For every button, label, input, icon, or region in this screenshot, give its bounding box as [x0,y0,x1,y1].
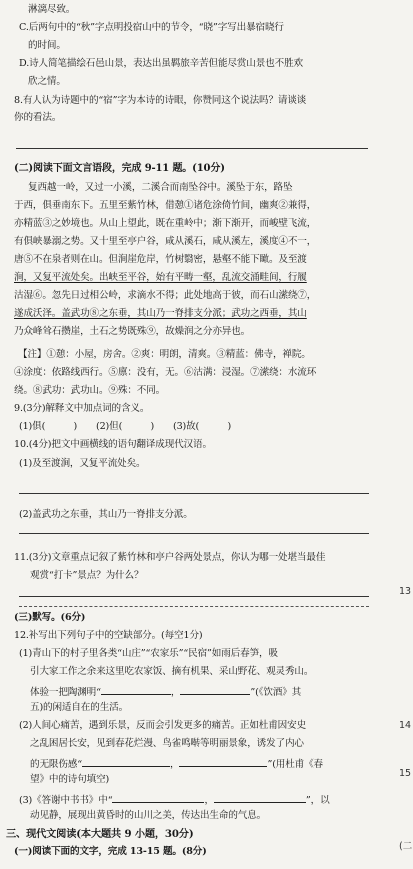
question-12-2-line: 的无限伤感“ ， ”(用杜甫《春 [30,756,323,771]
question-12-2: (2)人间心痛苦，遇到乐景，反而会引发更多的痛苦。正如杜甫因安史 [19,720,307,731]
passage-line: 唐⑤不在泉者则在山。但涧崖危岸，竹树翳密，悬壑不能下瞰。及至渡 [14,254,307,265]
margin-number: 14 [399,720,412,731]
fill-blank[interactable] [82,756,170,767]
answer-line [19,533,369,534]
fill-suffix: ”(用杜甫《春 [267,759,324,770]
q7-option-d-tail: 欣之情。 [28,76,66,87]
fill-blank[interactable] [112,792,204,803]
fill-blank[interactable] [214,792,306,803]
question-12-2-line: 之乱困居长安，见到春花烂漫、鸟雀鸣啭等明丽景象，诱发了内心 [30,738,304,749]
margin-number: 15 [399,768,412,779]
answer-line [19,493,369,494]
question-11: 11.(3分)文章重点记叙了紫竹林和亭户谷两处景点，你认为哪一处堪当最佳 [14,552,326,563]
fill-prefix: (3)《答谢中书书》中“ [19,795,113,806]
question-8-tail: 你的看法。 [14,112,62,123]
question-9: 9.(3分)解释文中加点词的含义。 [14,403,150,414]
passage-line: 复西越一岭，又过一小溪，二溪合而南坠谷中。溪坠于东，路坠 [28,182,293,193]
passage-line: 沽湿⑥。忽先日过相公岭，求滴水不得；此处地高于彼，而石山潆绕⑦， [14,290,317,301]
answer-line [16,148,368,149]
fill-suffix: ”(《饮酒》其 [250,687,302,698]
question-12: 12.补写出下列句子中的空缺部分。(每空1分) [14,630,203,641]
margin-number: (二 [399,841,413,852]
fill-prefix: 的无限伤感“ [30,759,82,770]
question-12-3: (3)《答谢中书书》中“ ， ”，以 [19,792,330,807]
fill-suffix: ”，以 [305,795,330,806]
question-12-3-line: 动见静，展现出黄昏时的山川之美，传达出生命的气息。 [30,810,267,821]
passage-line-underlined: 涧，又复平流处矣。出峡至平谷，始有平畴一壑，乱流交涌畦间，行履 [14,272,307,283]
question-10-part-1: (1)及至渡涧，又复平流处矣。 [19,458,146,469]
question-10: 10.(4分)把文中画横线的语句翻译成现代汉语。 [14,439,212,450]
notes-line: 【注】①憩：小屋，房舍。②爽：明朗，清爽。③精蓝：佛寺，禅院。 [18,349,311,360]
question-10-part-2: (2)盖武功之东垂，其山乃一脊排支分派。 [19,509,193,520]
passage-line: 亦精蓝③之妙境也。从山上望此，既在重岭中；渐下渐开，而峻壁飞流， [14,218,317,229]
question-12-1-line: 引大家工作之余来这里吃农家饭、摘有机果、采山野花、观灵秀山。 [30,666,314,677]
section-2-heading: (二)阅读下面文言语段，完成 9-11 题。(10分) [14,163,225,174]
q7-option-d: D.诗人简笔描绘石邑山景，表达出虽羁旅辛苦但能尽赏山景也不胜欢 [19,58,303,69]
passage-line-underlined: 遂成沃泽。盖武功⑧之东垂，其山乃一脊排支分派；武功之西垂，其山 [14,308,307,319]
q7-option-c-tail: 的时间。 [28,40,66,51]
part-3-heading: 三、现代文阅读(本大题共 9 小题，30分) [6,828,194,840]
passage-line: 有俱峡暴溺之势。又十里至亭户谷，咸从溪石，咸从溪左，溪度④不一， [14,236,317,247]
answer-line [19,596,369,597]
question-12-2-line: 望》中的诗句填空) [30,774,110,785]
q7-b-tail: 淋漓尽致。 [28,4,76,15]
fill-blank[interactable] [101,684,171,695]
question-9-blanks: (1)俱( ) (2)但( ) (3)故( ) [19,421,232,432]
section-1-heading: (一)阅读下面的文字，完成 13-15 题。(8分) [14,846,207,857]
fill-blank[interactable] [180,684,250,695]
passage-line: 于西，俱垂南东下。五里至紫竹林，借憩①诸危涂倚竹间，幽爽②兼得， [14,200,317,211]
section-3-heading: (三)默写。(6分) [14,612,86,623]
notes-line: 绕。⑧武功：武功山。⑨殊：不同。 [14,385,166,396]
margin-number: 13 [399,586,412,597]
question-12-1-line: 体验一把陶渊明“ ， ”(《饮酒》其 [30,684,301,699]
notes-line: ④涂度：依路线西行。⑤廪：没有，无。⑥沽满：浸湿。⑦潆绕：水流环 [14,367,317,378]
section-divider [19,606,369,607]
fill-blank[interactable] [179,756,267,767]
question-12-1-line: 五)的闲适自在的生活。 [30,702,129,713]
q7-option-c: C.后两句中的“秋”字点明投宿山中的节令，“晓”字写出暴宿晓行 [19,22,284,33]
fill-prefix: 体验一把陶渊明“ [30,687,101,698]
question-8: 8.有人认为诗题中的“宿”字为本诗的诗眼，你赞同这个说法吗？请谈谈 [14,95,307,106]
question-12-1: (1)青山下的村子里各类“山庄”“农家乐”“民宿”如雨后春笋，吸 [19,648,278,659]
passage-line: 乃众峰耸石攒崖，土石之势既殊⑨，故燥润之分亦异也。 [14,326,251,337]
question-11-tail: 观赏“打卡”景点？为什么？ [30,570,144,581]
